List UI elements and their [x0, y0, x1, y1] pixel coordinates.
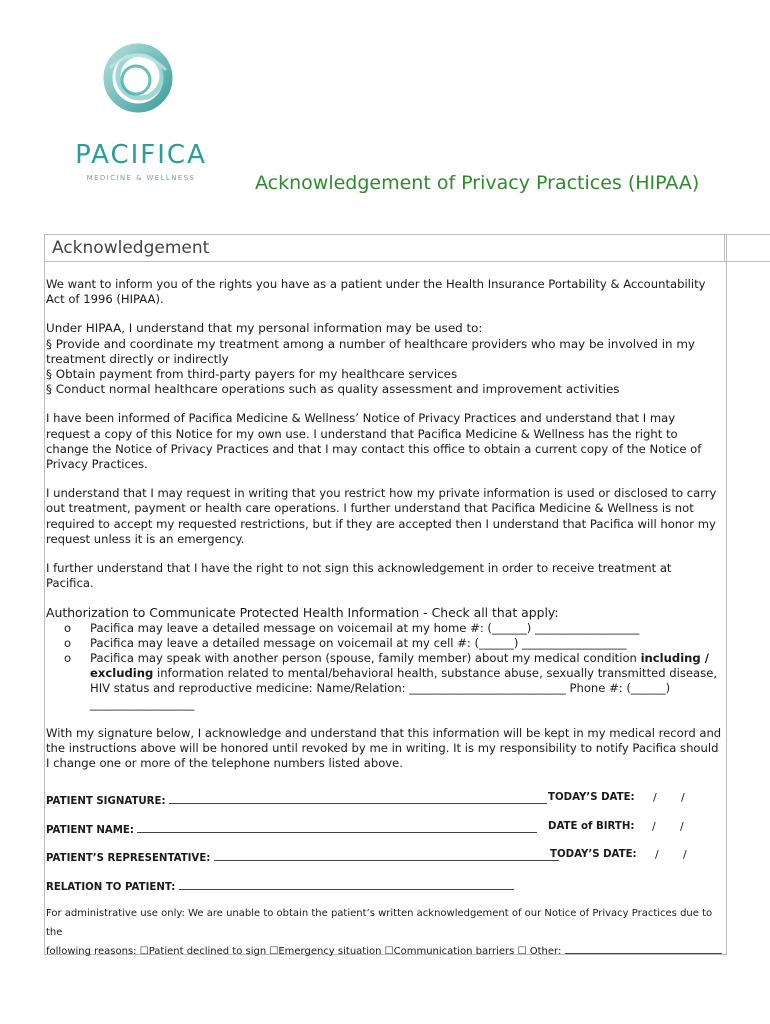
- todays-date-label: TODAY’S DATE:: [550, 849, 637, 860]
- name-row: [46, 821, 537, 836]
- representative-row: [46, 849, 559, 864]
- uses-heading: Under HIPAA, I understand that my personal information may be used to:: [46, 321, 483, 336]
- option-detail: information related to mental/behavioral health, substance abuse, sexually transmitted disease, HIV status and reproductive medicine: Name/Relation: ___________________________ Phone #: (______): [90, 666, 718, 696]
- relation-label: RELATION TO PATIENT:: [46, 882, 176, 893]
- brand-tagline: MEDICINE & WELLNESS: [86, 174, 196, 182]
- relation-field[interactable]: [179, 878, 514, 890]
- admin-lead: following reasons:: [46, 946, 140, 957]
- signature-field[interactable]: [169, 792, 547, 804]
- date-slash: /: [652, 820, 656, 833]
- use-item: § Conduct normal healthcare operations such as quality assessment and improvement activities: [46, 382, 620, 397]
- todays-date-label: TODAY’S DATE:: [548, 792, 635, 803]
- admin-note: For administrative use only: We are unable to obtain the patient’s written acknowledgement of our Notice of Privacy Practices due to the: [46, 908, 713, 938]
- option-label: Pacifica may speak with another person (spouse, family member) about my medical condition: [90, 651, 641, 666]
- admin-section: [46, 904, 722, 961]
- pacifica-swirl-icon: [90, 40, 190, 140]
- date-slash: /: [683, 848, 687, 861]
- section-title: Acknowledgement: [52, 238, 210, 258]
- checkbox-icon[interactable]: ☐: [517, 946, 527, 957]
- document-title: Acknowledgement of Privacy Practices (HIPAA): [255, 172, 700, 194]
- patient-name-field[interactable]: [137, 821, 537, 833]
- signature-row: [46, 792, 547, 807]
- brand-name: PACIFICA: [75, 140, 207, 170]
- pacifica-logo: [66, 40, 216, 180]
- option-bullet: o: [64, 620, 72, 635]
- excluding-label: excluding: [90, 666, 154, 681]
- representative-field[interactable]: [214, 849, 559, 861]
- form-body: [46, 277, 722, 785]
- option-bullet: o: [64, 635, 72, 650]
- option-cell-voicemail[interactable]: [46, 636, 722, 651]
- checkbox-icon[interactable]: ☐: [139, 946, 149, 957]
- option-label: Pacifica may leave a detailed message on voicemail at my home #: (______) __________________: [90, 620, 640, 635]
- checkbox-icon[interactable]: ☐: [269, 946, 279, 957]
- reason-communication: Communication barriers: [393, 946, 515, 957]
- relation-row: [46, 878, 514, 893]
- option-home-voicemail[interactable]: [46, 621, 722, 636]
- date-slash: /: [653, 791, 657, 804]
- signature-label: PATIENT SIGNATURE:: [46, 796, 166, 807]
- date-slash: /: [681, 791, 685, 804]
- option-bullet: o: [64, 651, 72, 666]
- option-speak-with-person[interactable]: [46, 651, 722, 712]
- notice-paragraph: I have been informed of Pacifica Medicine & Wellness’ Notice of Privacy Practices and understand that I may request a copy of this Notice for my own use. I understand that Pacifica Medicine & Wellness has the right to change the Notice of Privacy Practices and that I may contact this office to obtain a current copy of the Notice of Privacy Practices.: [46, 411, 702, 472]
- date-slash: /: [655, 848, 659, 861]
- reason-declined: Patient declined to sign: [148, 946, 267, 957]
- reason-emergency: Emergency situation: [278, 946, 382, 957]
- checkbox-icon[interactable]: ☐: [384, 946, 394, 957]
- date-slash: /: [680, 820, 684, 833]
- representative-label: PATIENT’S REPRESENTATIVE:: [46, 853, 211, 864]
- other-label: Other:: [529, 946, 565, 957]
- restrict-paragraph: I understand that I may request in writing that you restrict how my private information is used or disclosed to carry out treatment, payment or health care operations. I further understand that Pacifica Medicine & Wellness is not required to accept my requested restrictions, but if they are accepted then I understand that Pacifica will honor my request unless it is an emergency.: [46, 486, 717, 546]
- including-label: including /: [640, 651, 710, 666]
- use-item: § Provide and coordinate my treatment among a number of healthcare providers who may be involved in my treatment directly or indirectly: [46, 336, 695, 366]
- option-label: Pacifica may leave a detailed message on voicemail at my cell #: (______) __________________: [90, 635, 627, 650]
- authorization-block: [46, 605, 722, 711]
- use-item: § Obtain payment from third-party payers for my healthcare services: [46, 367, 458, 382]
- intro-paragraph: We want to inform you of the rights you have as a patient under the Health Insurance Portability & Accountability Act of 1996 (HIPAA).: [46, 277, 706, 307]
- dob-label: DATE of BIRTH:: [548, 821, 635, 832]
- other-field[interactable]: [565, 943, 722, 954]
- authorization-heading: Authorization to Communicate Protected Health Information - Check all that apply:: [46, 605, 559, 621]
- signature-note: With my signature below, I acknowledge and understand that this information will be kept in my medical record and the instructions above will be honored until revoked by me in writing. It is my responsibility to notify Pacifica should I change one or more of the telephone numbers listed above.: [46, 725, 722, 771]
- uses-list: [46, 321, 722, 397]
- right-paragraph: I further understand that I have the right to not sign this acknowledgement in order to receive treatment at Pacifica.: [46, 561, 672, 591]
- option-extra-line: __________________: [90, 696, 195, 711]
- patient-name-label: PATIENT NAME:: [46, 825, 134, 836]
